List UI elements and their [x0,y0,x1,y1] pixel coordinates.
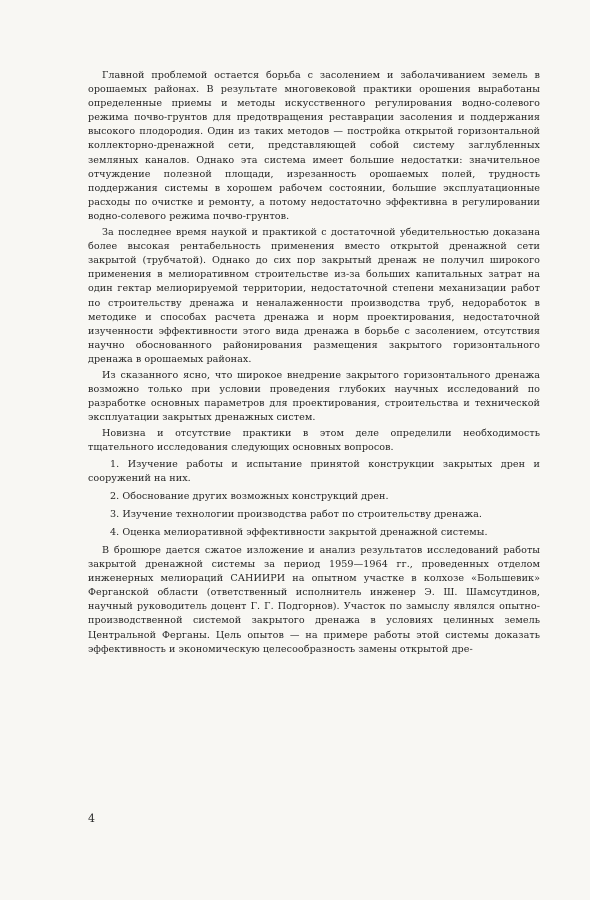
page-number: 4 [88,812,95,825]
list-item-1: 1. Изучение работы и испытание принятой конструкции закрытых дрен и сооружений на них. [88,458,540,484]
list-item-4: 4. Оценка мелиоративной эффективности закрытой дренажной системы. [110,526,488,538]
paragraph-2: За последнее время наукой и практикой с достаточной убедительностью доказана более высокая рентабельность применения вместо открытой дренажной сети закрытой (трубчатой). Однако до сих пор закрытый дренаж не получил широкого применения в мелиоративном строительстве из-за больших капитальных затрат на один гектар мелиорируемой территории, недостаточной степени механизации работ по строительству дренажа и неналаженности производства труб, недоработок в методике и способах расчета дренажа и норм проектирования, недостаточной изученности эффективности этого вида дренажа в борьбе с засолением, отсутствия научно обоснованного районирования размещения закрытого горизонтального дренажа в орошаемых районах. [88,227,540,365]
body-text [88,69,540,659]
paragraph-final: В брошюре дается сжатое изложение и анализ результатов исследований работы закрытой дренажной системы за период 1959—1964 гг., проведенных отделом инженерных мелиораций САНИИРИ на опытном участке в колхозе «Большевик» Ферганской области (ответственный исполнитель инженер Э. Ш. Шамсутдинов, научный руководитель доцент Г. Г. Подгорнов). Участок по замыслу являлся опытно-производственной системой закрытого дренажа в условиях целинных земель Центральной Ферганы. Цель опытов — на примере работы этой системы доказать эффективность и экономическую целесообразность замены открытой дре- [88,545,540,655]
paragraph-4: Новизна и отсутствие практики в этом деле определили необходимость тщательного исследования следующих основных вопросов. [88,428,540,454]
list-item-2: 2. Обоснование других возможных конструкций дрен. [110,490,389,502]
paragraph-3: Из сказанного ясно, что широкое внедрение закрытого горизонтального дренажа возможно только при условии проведения глубоких научных исследований по разработке основных параметров для проектирования, строительства и технической эксплуатации закрытых дренажных систем. [88,369,540,424]
paragraph-1: Главной проблемой остается борьба с засолением и заболачиванием земель в орошаемых районах. В результате многовековой практики орошения выработаны определенные приемы и методы искусственного регулирования водно-солевого режима почво-грунтов для предотвращения реставрации засоления и поддержания высокого плодородия. Один из таких методов — постройка открытой горизонтальной коллекторно-дренажной сети, представляющей собой систему заглубленных земляных каналов. Однако эта система имеет большие недостатки: значительное отчуждение полезной площади, изрезанность орошаемых полей, трудность поддержания системы в хорошем рабочем состоянии, большие эксплуатационные расходы по очистке и ремонту, а потому недостаточно эффективна в регулировании водно-солевого режима почво-грунтов. [88,70,540,222]
list-item-3: 3. Изучение технологии производства работ по строительству дренажа. [110,508,483,520]
